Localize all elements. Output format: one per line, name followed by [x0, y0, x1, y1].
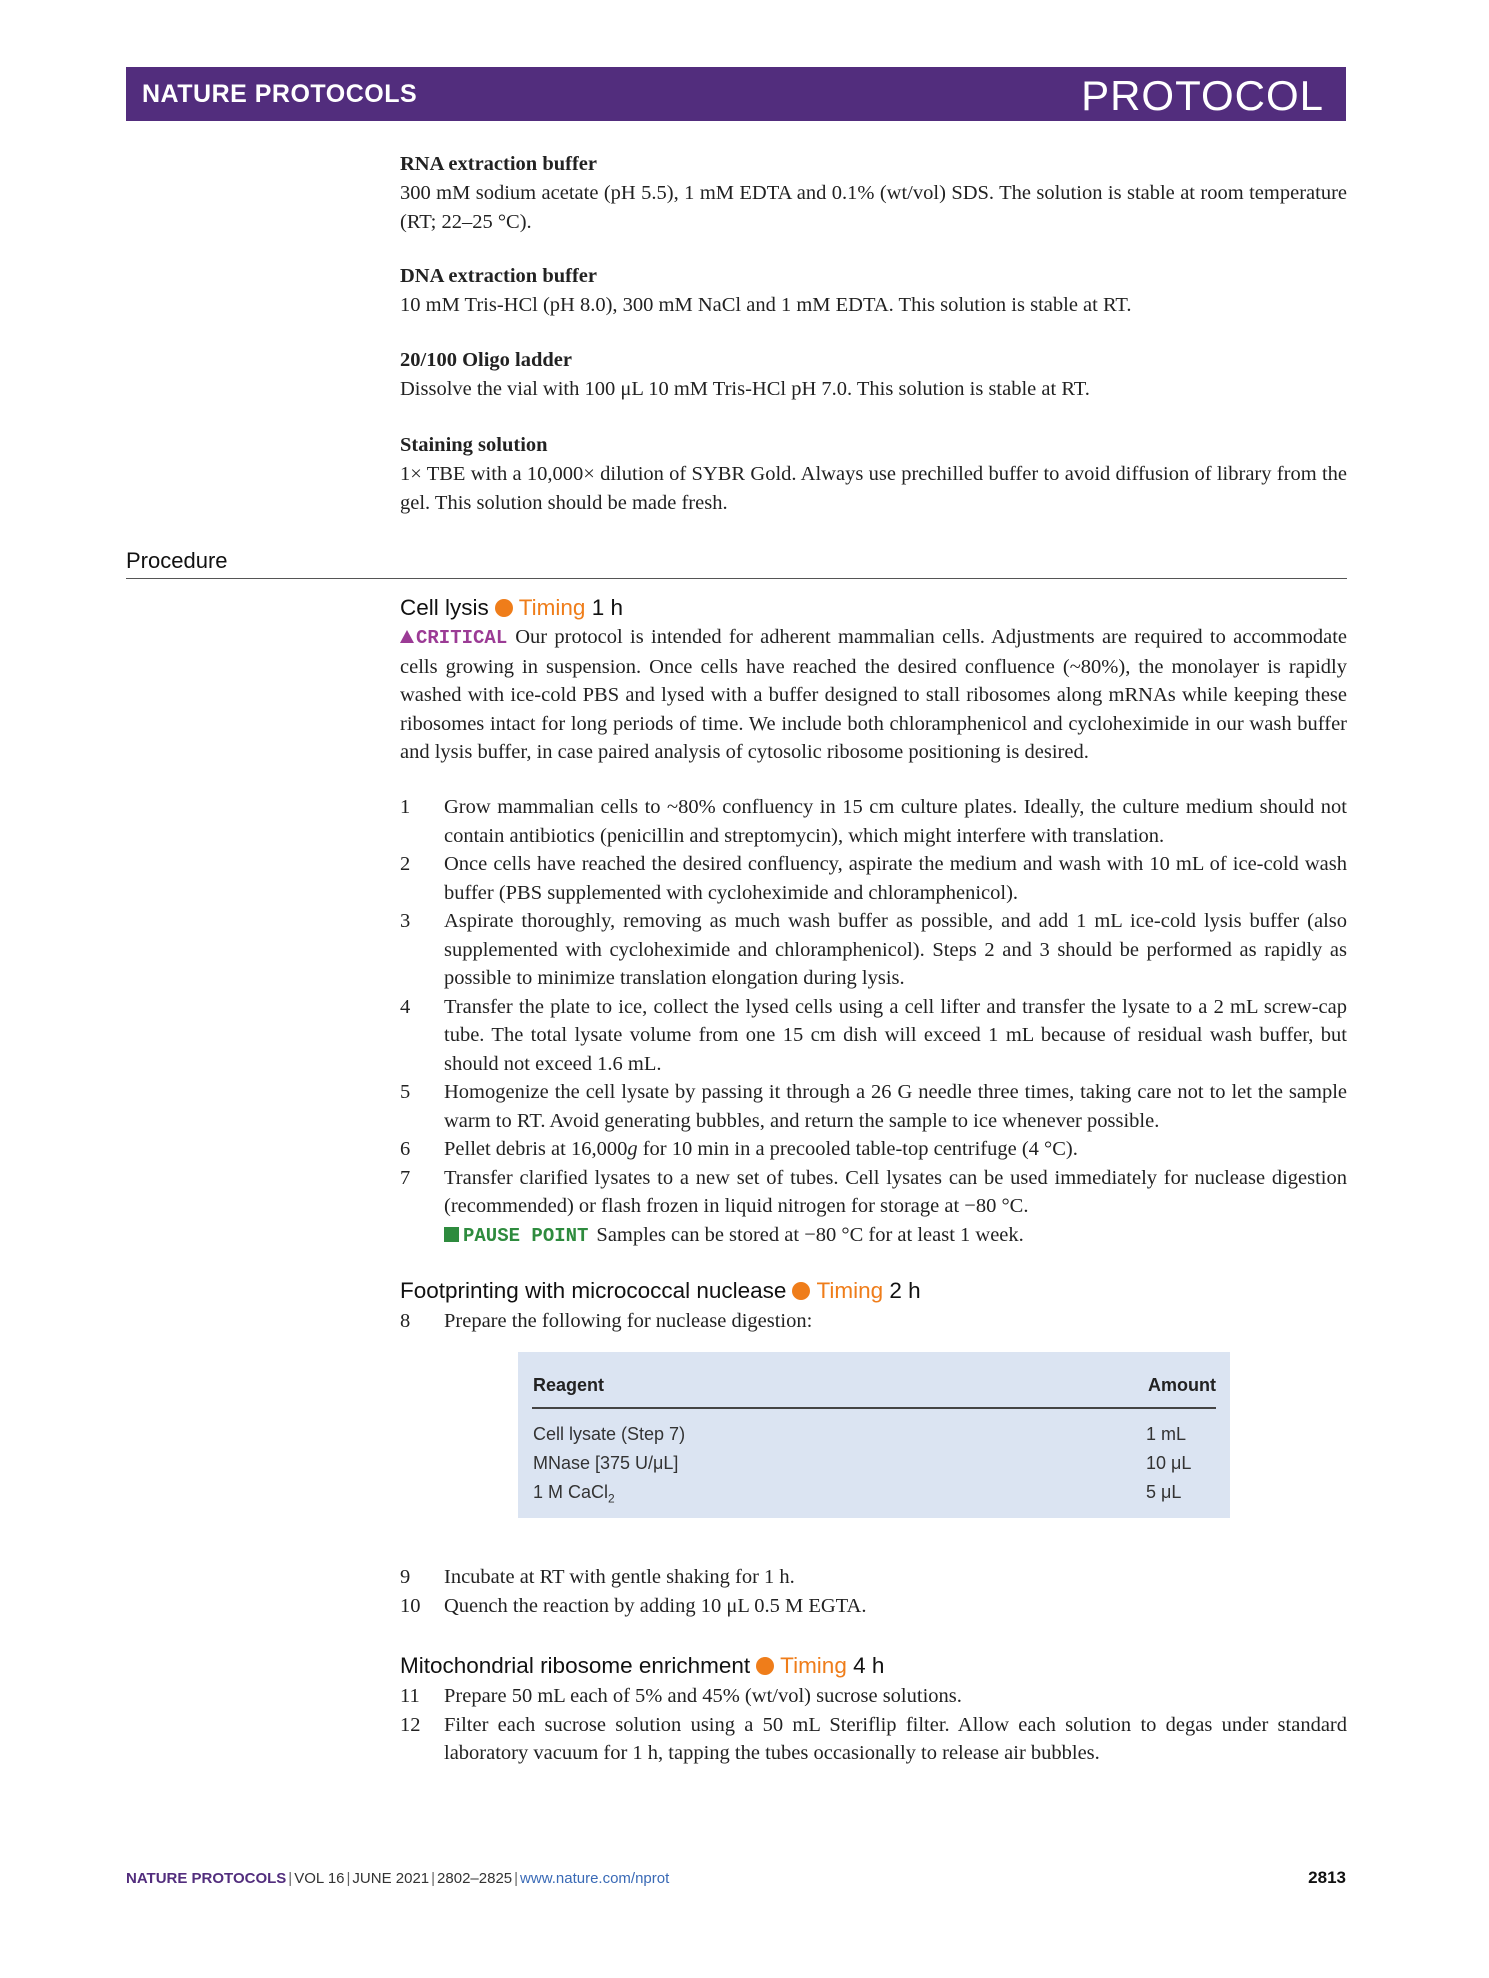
article-type: PROTOCOL: [1081, 72, 1324, 119]
timing-dot-icon: [495, 599, 513, 617]
table-cell-amount: 1 mL: [1146, 1424, 1187, 1444]
nuclease-digestion-table: [518, 1352, 1230, 1518]
timing-value: 4 h: [853, 1653, 885, 1678]
pause-point-tag: PAUSE POINT: [444, 1225, 588, 1247]
table-header-reagent: Reagent: [533, 1375, 605, 1395]
section-title: Mitochondrial ribosome enrichment: [400, 1653, 751, 1678]
list-item: [400, 907, 1347, 993]
table-cell-reagent: 1 M CaCl$_2$: [533, 1482, 615, 1506]
list-item: [400, 1592, 1347, 1621]
list-item: [400, 993, 1347, 1079]
procedure-heading: Procedure: [126, 548, 228, 573]
critical-text: Our protocol is intended for adherent mammalian cells. Adjustments are required to accommodate cells growing in suspension. Once cells have reached the desired confluence (~80%), the monolayer is rapidly washed with ice-cold PBS and lysed with a buffer designed to stall ribosomes along mRNAs while keeping these ribosomes intact for long periods of time. We include both chloramphenicol and cycloheximide in our wash buffer and lysis buffer, in case paired analysis of cytosolic ribosome positioning is desired.: [400, 626, 1347, 763]
list-item: [400, 1682, 1347, 1711]
steps-list-mito: [400, 1682, 1347, 1768]
reagent-staining-solution: [400, 431, 1347, 518]
warning-triangle-icon: [400, 630, 414, 643]
step-number: 10: [400, 1594, 421, 1617]
list-item: [400, 793, 1347, 850]
steps-list-lysis: [400, 793, 1347, 1250]
reagent-title: 20/100 Oligo ladder: [400, 349, 572, 371]
steps-list-incubation: [400, 1563, 1347, 1620]
step-number: 7: [400, 1166, 411, 1189]
pause-point-note: [400, 1221, 1347, 1251]
table-cell-amount: 5 μL: [1146, 1482, 1182, 1502]
step-text: Quench the reaction by adding 10 μL 0.5 M EGTA.: [444, 1594, 867, 1617]
list-item: [400, 1563, 1347, 1592]
page-number: 2813: [1308, 1868, 1346, 1887]
reagent-description: 300 mM sodium acetate (pH 5.5), 1 mM EDTA and 0.1% (wt/vol) SDS. The solution is stable at room temperature (RT; 22–25 °C).: [400, 182, 1347, 233]
reagent-dna-extraction-buffer: [400, 262, 1347, 320]
step-number: 3: [400, 910, 411, 932]
table-cell-amount: 10 μL: [1146, 1453, 1192, 1473]
section-heading-cell-lysis: [400, 593, 1347, 623]
list-item: [400, 1711, 1347, 1768]
reagent-rna-extraction-buffer: [400, 150, 1347, 237]
step-number: 1: [400, 796, 411, 818]
step-text: Incubate at RT with gentle shaking for 1 h.: [444, 1566, 795, 1588]
footer-url-link[interactable]: www.nature.com/nprot: [520, 1870, 670, 1887]
step-number: 8: [400, 1310, 411, 1332]
table-header-rule: [532, 1407, 1216, 1409]
timing-value: 1 h: [591, 595, 623, 620]
reagent-title: Staining solution: [400, 434, 548, 456]
step-text: Pellet debris at 16,000g for 10 min in a precooled table-top centrifuge (4 °C).: [444, 1138, 1078, 1160]
step-text: Prepare the following for nuclease digestion:: [444, 1310, 813, 1332]
step-text: Aspirate thoroughly, removing as much wash buffer as possible, and add 1 mL ice-cold lysis buffer (also supplemented with cycloheximide and chloramphenicol). Steps 2 and 3 should be performed as rapidly as possible to minimize translation elongation during lysis.: [444, 910, 1347, 989]
footer-journal: NATURE PROTOCOLS: [126, 1870, 287, 1887]
journal-name: NATURE PROTOCOLS: [142, 80, 418, 108]
table-header-amount: Amount: [1148, 1375, 1216, 1395]
step-number: 2: [400, 853, 411, 875]
step-text: Grow mammalian cells to ~80% confluency in 15 cm culture plates. Ideally, the culture medium should not contain antibiotics (penicillin and streptomycin), which might interfere with translation.: [444, 796, 1347, 847]
reagent-description: 1× TBE with a 10,000× dilution of SYBR Gold. Always use prechilled buffer to avoid diffusion of library from the gel. This solution should be made fresh.: [400, 463, 1347, 514]
list-item: [400, 1164, 1347, 1221]
timing-dot-icon: [756, 1657, 774, 1675]
step-text: Homogenize the cell lysate by passing it through a 26 G needle three times, taking care not to let the sample warm to RT. Avoid generating bubbles, and return the sample to ice whenever possible.: [444, 1081, 1347, 1132]
step-number: 11: [400, 1685, 420, 1707]
step-text: Filter each sucrose solution using a 50 mL Steriflip filter. Allow each solution to degas under standard laboratory vacuum for 1 h, tapping the tubes occasionally to release air bubbles.: [444, 1713, 1347, 1764]
step-text: Transfer clarified lysates to a new set of tubes. Cell lysates can be used immediately for nuclease digestion (recommended) or flash frozen in liquid nitrogen for storage at −80 °C.: [444, 1166, 1347, 1217]
list-item: [400, 850, 1347, 907]
table-cell-reagent: Cell lysate (Step 7): [533, 1424, 686, 1444]
timing-dot-icon: [792, 1282, 810, 1300]
footer-date: JUNE 2021: [352, 1870, 430, 1887]
reagent-title: DNA extraction buffer: [400, 265, 597, 287]
reagent-description: Dissolve the vial with 100 μL 10 mM Tris-HCl pH 7.0. This solution is stable at RT.: [400, 378, 1090, 400]
section-heading-footprinting: [400, 1276, 1347, 1306]
footer-citation: NATURE PROTOCOLS | VOL 16 | JUNE 2021 | 2802–2825 | www.nature.com/nprot: [126, 1870, 670, 1887]
journal-header-bar: [126, 67, 1346, 121]
step-text: Once cells have reached the desired confluency, aspirate the medium and wash with 10 mL of ice-cold wash buffer (PBS supplemented with cycloheximide and chloramphenicol).: [444, 853, 1347, 904]
footer-pages: 2802–2825: [437, 1870, 513, 1887]
steps-list-footprinting: [400, 1307, 1347, 1336]
list-item: [400, 1135, 1347, 1164]
timing-label: Timing: [518, 595, 586, 620]
reagent-title: RNA extraction buffer: [400, 153, 597, 175]
step-number: 5: [400, 1081, 411, 1103]
step-number: 9: [400, 1566, 411, 1588]
critical-note: [400, 623, 1347, 767]
pause-square-icon: [444, 1227, 459, 1242]
step-text: Transfer the plate to ice, collect the lysed cells using a cell lifter and transfer the lysate to a 2 mL screw-cap tube. The total lysate volume from one 15 cm dish will exceed 1 mL because of residual wash buffer, but should not exceed 1.6 mL.: [444, 995, 1347, 1075]
reagent-description: 10 mM Tris-HCl (pH 8.0), 300 mM NaCl and 1 mM EDTA. This solution is stable at RT.: [400, 294, 1132, 316]
step-text: Prepare 50 mL each of 5% and 45% (wt/vol) sucrose solutions.: [444, 1685, 962, 1707]
list-item: [400, 1307, 1347, 1336]
timing-label: Timing: [816, 1278, 884, 1303]
footer-volume: VOL 16: [294, 1870, 345, 1887]
timing-label: Timing: [780, 1653, 847, 1678]
section-heading-mitochondrial-enrichment: [400, 1651, 1347, 1681]
critical-tag: CRITICAL: [400, 627, 507, 649]
step-number: 4: [400, 995, 411, 1018]
section-title: Footprinting with micrococcal nuclease: [400, 1278, 787, 1303]
procedure-divider: [126, 578, 1347, 579]
pause-point-text: Samples can be stored at −80 °C for at least 1 week.: [596, 1223, 1024, 1246]
step-number: 12: [400, 1713, 421, 1736]
section-title: Cell lysis: [400, 595, 489, 620]
table-cell-reagent: MNase [375 U/μL]: [533, 1453, 679, 1473]
step-number: 6: [400, 1138, 411, 1160]
timing-value: 2 h: [889, 1278, 921, 1303]
reagent-oligo-ladder: [400, 346, 1347, 404]
list-item: [400, 1078, 1347, 1135]
